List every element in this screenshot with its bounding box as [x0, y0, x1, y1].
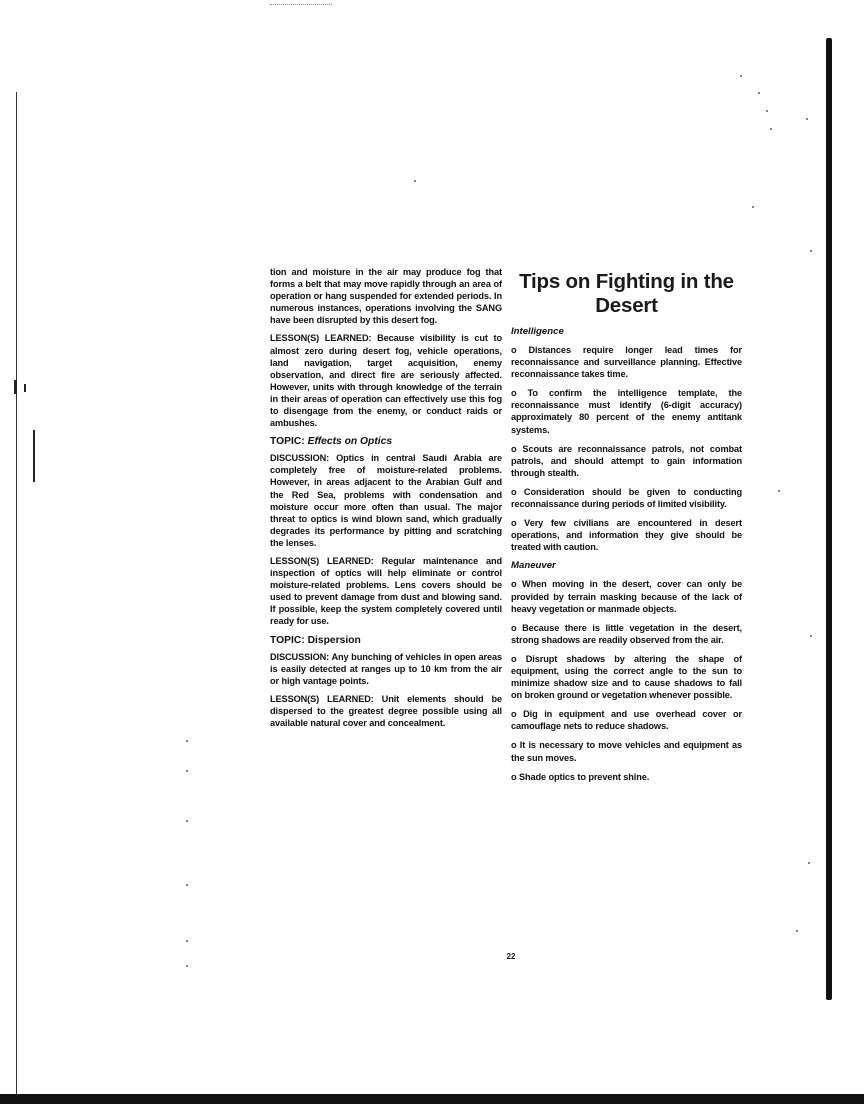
- lesson-paragraph: [270, 555, 502, 628]
- scan-dot: [778, 490, 780, 492]
- scan-dot: [810, 635, 812, 637]
- tip-item: o Distances require longer lead times for reconnaissance and surveillance planning. Effective reconnaissance takes time.: [511, 345, 742, 380]
- scan-dot: [770, 128, 772, 130]
- topic-heading: [270, 435, 502, 448]
- tip-item: o Shade optics to prevent shine.: [511, 771, 650, 782]
- scan-dot: [740, 75, 742, 77]
- scan-dot: [808, 862, 810, 864]
- scan-dot: [810, 250, 812, 252]
- scan-dot: [186, 965, 188, 967]
- scan-mark: [14, 380, 17, 394]
- section-title: Tips on Fighting in the Desert: [519, 270, 734, 317]
- lesson-text: Because visibility is cut to almost zero during desert fog, vehicle operations, land navigation, target acquisition, enemy observation, and direct fire are seriously affected. However, units with through knowledge of the terrain in their areas of operation can effectively use this fog to disengage from the enemy, or conduct raids or ambushes.: [270, 333, 502, 429]
- lesson-label: LESSON(S) LEARNED:: [270, 333, 372, 344]
- scan-dot: [752, 206, 754, 208]
- discussion-label: DISCUSSION:: [270, 651, 330, 662]
- scan-mark: [24, 384, 26, 392]
- scan-dot: [758, 92, 760, 94]
- topic-title: Effects on Optics: [307, 436, 393, 448]
- tip-item: o Dig in equipment and use overhead cover or camouflage nets to reduce shadows.: [511, 709, 742, 732]
- tip-item: o When moving in the desert, cover can only be provided by terrain masking because of the lack of heavy vegetation or manmade objects.: [511, 579, 742, 614]
- intelligence-heading: Intelligence: [511, 326, 564, 337]
- tip-item: o Scouts are reconnaissance patrols, not combat patrols, and should attempt to gain information through stealth.: [511, 443, 742, 478]
- scan-dot: [796, 930, 798, 932]
- tip-item: o Consideration should be given to conducting reconnaissance during periods of limited visibility.: [511, 486, 742, 510]
- topic-label: TOPIC:: [270, 436, 305, 448]
- scan-dot: [186, 884, 188, 886]
- tip-item: o Very few civilians are encountered in desert operations, and information they give should be treated with caution.: [511, 518, 742, 553]
- right-column: [511, 266, 742, 790]
- topic-title: Dispersion: [307, 634, 361, 646]
- scan-edge-right: [826, 38, 832, 1000]
- lesson-label: LESSON(S) LEARNED:: [270, 693, 374, 704]
- left-column: [270, 266, 502, 735]
- scan-edge-bottom: [0, 1094, 864, 1104]
- scan-dot: [766, 110, 768, 112]
- scan-artifact-top: [270, 4, 332, 5]
- maneuver-heading: Maneuver: [511, 560, 556, 572]
- tip-item: o Because there is little vegetation in the desert, strong shadows are readily observed from the air.: [511, 622, 742, 645]
- tip-item: o It is necessary to move vehicles and equipment as the sun moves.: [511, 740, 742, 763]
- discussion-text: Any bunching of vehicles in open areas is easily detected at ranges up to 10 km from the air or high vantage points.: [270, 651, 502, 686]
- discussion-paragraph: [270, 452, 502, 549]
- discussion-label: DISCUSSION:: [270, 453, 330, 464]
- scan-dot: [414, 180, 416, 182]
- topic-heading: [270, 634, 502, 647]
- lesson-text: Regular maintenance and inspection of optics will help eliminate or control moisture-related problems. Lens covers should be used to prevent damage from dust and blowing sand. If possible, keep the system completely covered until ready for use.: [270, 555, 503, 627]
- topic-label: TOPIC:: [270, 634, 305, 646]
- discussion-paragraph: [270, 651, 502, 687]
- page-number: 22: [506, 952, 516, 961]
- scan-dot: [186, 770, 188, 772]
- scan-dot: [806, 118, 808, 120]
- discussion-text: Optics in central Saudi Arabia are completely free of moisture-related problems. However, in areas adjacent to the Arabian Gulf and the Red Sea, problems with condensation and moisture occur more often than usual. The major threat to optics is wind blown sand, which gradually degrades its performance by pitting and scratching the lenses.: [270, 453, 502, 548]
- lesson-label: LESSON(S) LEARNED:: [270, 555, 374, 566]
- scan-dot: [186, 740, 188, 742]
- scan-dot: [186, 940, 188, 942]
- tip-item: o Disrupt shadows by altering the shape of equipment, using the correct angle to the sun to minimize shadow size and to cause shadows to fall on broken ground or vegetation whenever possible.: [511, 653, 742, 701]
- scan-mark: [33, 430, 35, 482]
- scan-dot: [186, 820, 188, 822]
- scan-edge-left: [16, 92, 17, 1097]
- continuation-paragraph: tion and moisture in the air may produce fog that forms a belt that may move rapidly through an area of operation or hang suspended for extended periods. In numerous instances, operations involving the SANG have been disrupted by this desert fog.: [270, 267, 502, 326]
- lesson-text: Unit elements should be dispersed to the greatest degree possible using all available natural cover and concealment.: [270, 693, 502, 728]
- lesson-paragraph: [270, 332, 502, 429]
- lesson-paragraph: [270, 693, 502, 729]
- tip-item: o To confirm the intelligence template, the reconnaissance must identify (6-digit accuracy) approximately 80 percent of the enemy antitank systems.: [511, 388, 742, 435]
